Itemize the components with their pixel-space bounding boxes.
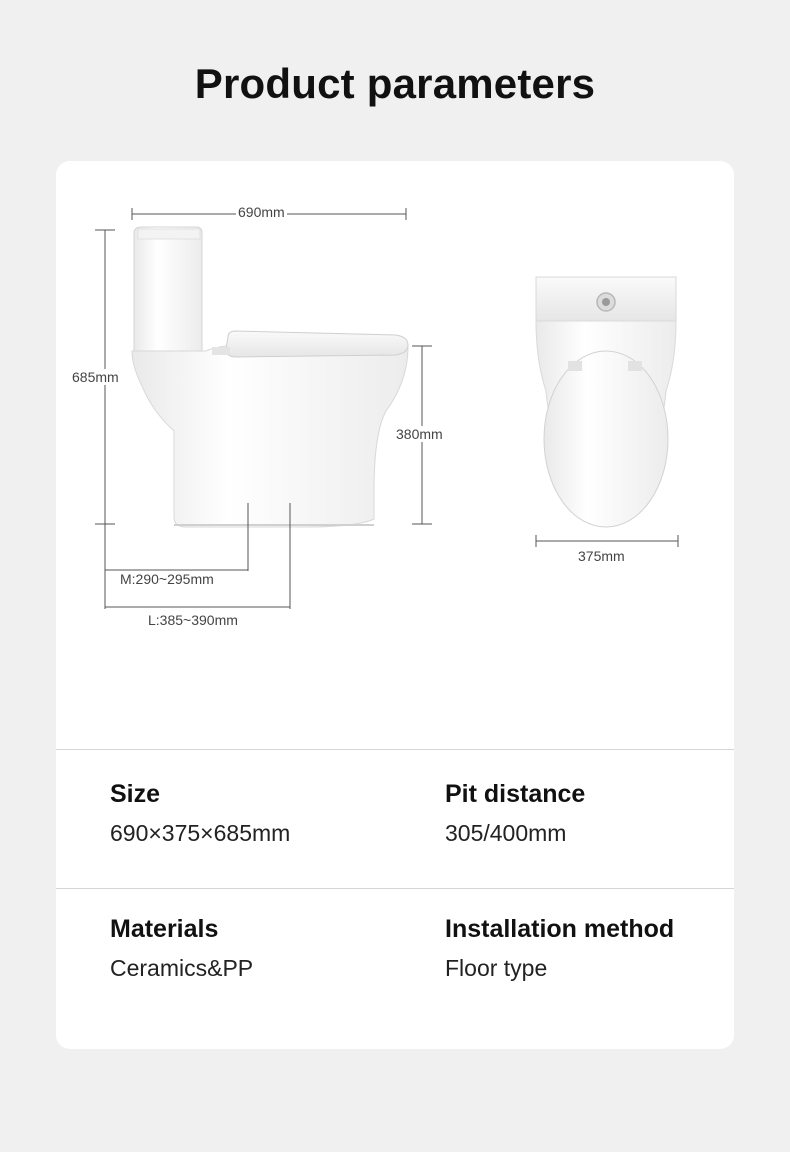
spec-size <box>110 779 290 847</box>
spec-label: Pit distance <box>445 780 586 808</box>
spec-label: Size <box>110 780 161 808</box>
spec-value: 305/400mm <box>445 820 567 846</box>
dimension-diagram <box>56 161 734 749</box>
width-dimension-label: 690mm <box>238 204 285 220</box>
parameters-card <box>56 161 734 1049</box>
seat-height-dimension-label: 380mm <box>396 426 443 442</box>
spec-label: Materials <box>110 915 219 943</box>
divider <box>56 749 734 750</box>
spec-value: Ceramics&PP <box>110 955 254 981</box>
spec-label: Installation method <box>445 915 675 943</box>
pit-l-dimension-label: L:385~390mm <box>148 612 238 628</box>
divider <box>56 888 734 889</box>
page-title: Product parameters <box>194 60 596 107</box>
depth-dimension-label: 375mm <box>578 548 625 564</box>
spec-pit-distance <box>445 779 585 847</box>
height-dimension-label: 685mm <box>72 369 119 385</box>
spec-value: Floor type <box>445 955 548 981</box>
spec-value: 690×375×685mm <box>110 820 291 846</box>
pit-m-dimension-label: M:290~295mm <box>120 571 214 587</box>
spec-materials <box>110 914 253 982</box>
toilet-top-view <box>536 277 676 527</box>
toilet-dimension-drawing <box>56 161 734 749</box>
spec-installation-method <box>445 914 674 982</box>
toilet-side-view <box>132 227 408 527</box>
